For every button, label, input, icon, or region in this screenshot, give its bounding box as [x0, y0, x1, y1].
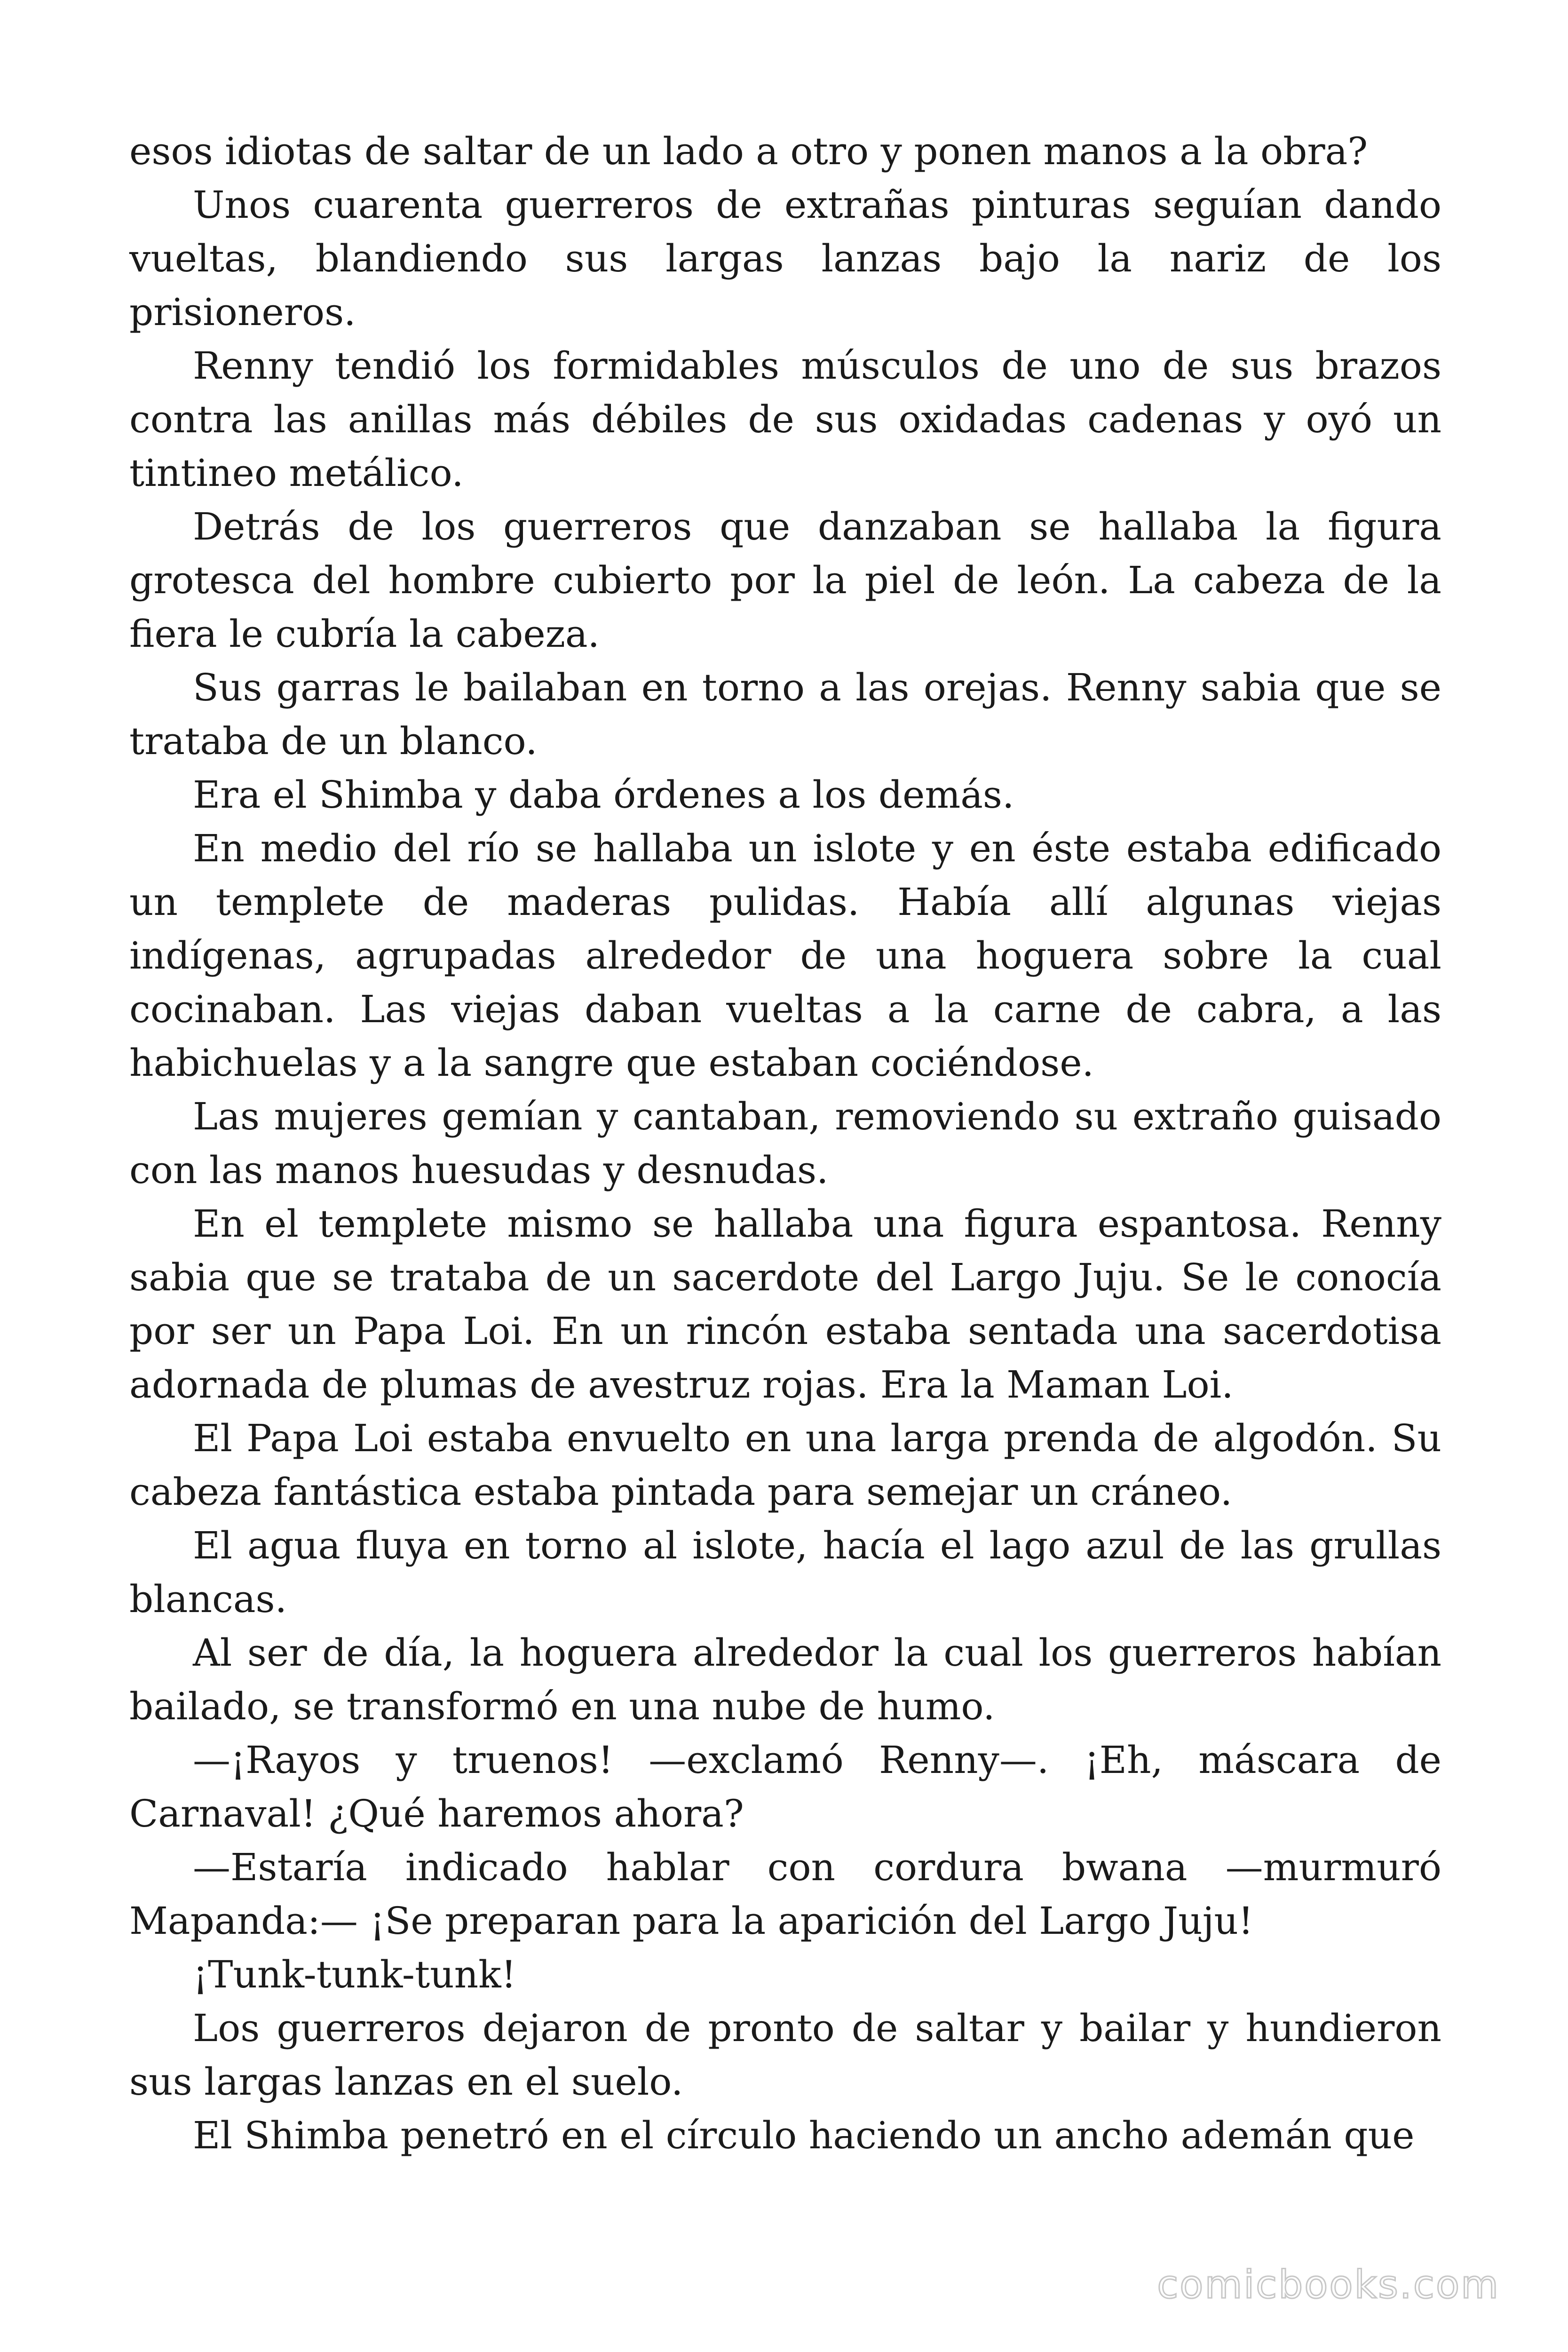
paragraph: El Shimba penetró en el círculo haciendo un ancho ademán que	[193, 2114, 1415, 2157]
dialogue-paragraph: —Estaría indicado hablar con cordura bwana —murmuró Mapanda:— ¡Se preparan para la aparición del Largo Juju!	[129, 1845, 1441, 1943]
paragraph: En el templete mismo se hallaba una figura espantosa. Renny sabia que se trataba de un sacerdote del Largo Juju. Se le conocía por ser un Papa Loi. En un rincón estaba sentada una sacerdotisa adornada de plumas de avestruz rojas. Era la Maman Loi.	[129, 1202, 1441, 1406]
paragraph: Al ser de día, la hoguera alrededor la cual los guerreros habían bailado, se transformó en una nube de humo.	[129, 1631, 1441, 1728]
paragraph: Sus garras le bailaban en torno a las orejas. Renny sabia que se trataba de un blanco.	[129, 666, 1441, 763]
paragraph: Las mujeres gemían y cantaban, removiendo su extraño guisado con las manos huesudas y desnudas.	[129, 1095, 1441, 1192]
paragraph: El Papa Loi estaba envuelto en una larga prenda de algodón. Su cabeza fantástica estaba pintada para semejar un cráneo.	[129, 1416, 1441, 1514]
paragraph: ¡Tunk-tunk-tunk!	[193, 1953, 516, 1996]
paragraph: Renny tendió los formidables músculos de uno de sus brazos contra las anillas más débiles de sus oxidadas cadenas y oyó un tintineo metálico.	[129, 344, 1441, 495]
paragraph-continued: esos idiotas de saltar de un lado a otro y ponen manos a la obra?	[129, 129, 1368, 173]
paragraph: Unos cuarenta guerreros de extrañas pinturas seguían dando vueltas, blandiendo sus largas lanzas bajo la nariz de los prisioneros.	[129, 183, 1441, 334]
dialogue-paragraph: —¡Rayos y truenos! —exclamó Renny—. ¡Eh, máscara de Carnaval! ¿Qué haremos ahora?	[129, 1738, 1441, 1836]
paragraph: Los guerreros dejaron de pronto de saltar y bailar y hundieron sus largas lanzas en el suelo.	[129, 2006, 1441, 2104]
paragraph: Era el Shimba y daba órdenes a los demás.	[193, 773, 1014, 817]
page-text	[129, 125, 1441, 2162]
site-watermark: comicbooks.com	[1157, 2263, 1500, 2307]
paragraph: Detrás de los guerreros que danzaban se hallaba la figura grotesca del hombre cubierto por la piel de león. La cabeza de la fiera le cubría la cabeza.	[129, 505, 1441, 656]
paragraph: El agua fluya en torno al islote, hacía el lago azul de las grullas blancas.	[129, 1524, 1441, 1621]
paragraph: En medio del río se hallaba un islote y en éste estaba edificado un templete de maderas pulidas. Había allí algunas viejas indígenas, agrupadas alrededor de una hoguera sobre la cual cocinaban. Las viejas daban vueltas a la carne de cabra, a las habichuelas y a la sangre que estaban cociéndose.	[129, 826, 1441, 1085]
